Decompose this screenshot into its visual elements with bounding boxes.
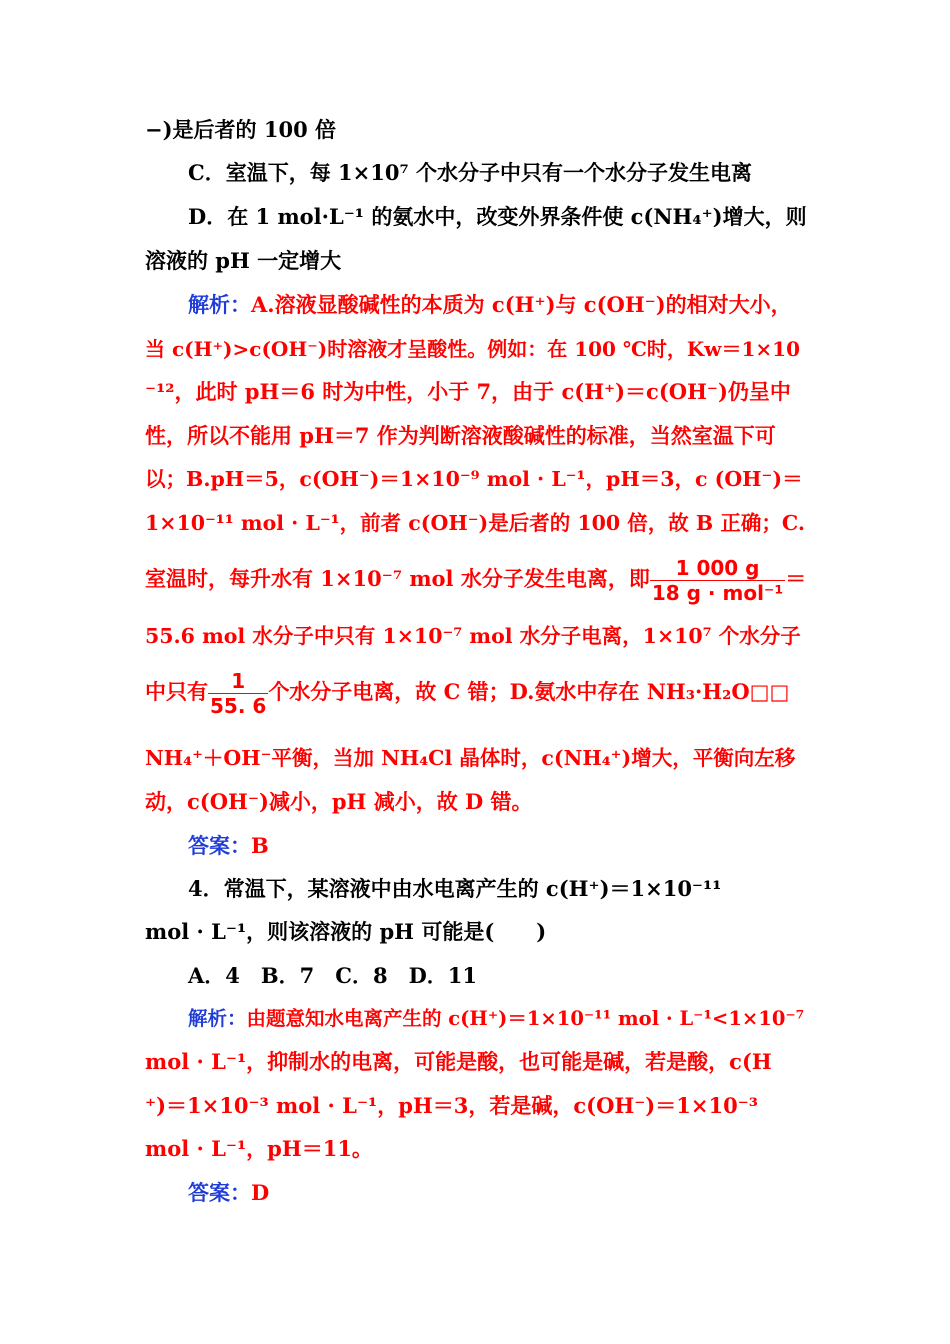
q3-option-c: C．室温下，每 1×10⁷ 个水分子中只有一个水分子发生电离 xyxy=(188,160,752,185)
q3-analysis-line-5: 以；B.pH＝5，c(OH⁻)＝1×10⁻⁹ mol · L⁻¹，pH＝3，c (OH⁻)＝ xyxy=(145,467,803,491)
analysis-text: 由题意知水电离产生的 c(H⁺)＝1×10⁻¹¹ mol · L⁻¹<1×10⁻⁷ xyxy=(246,1007,805,1030)
fraction-numerator: 1 xyxy=(208,669,268,694)
q4-answer xyxy=(188,1178,807,1208)
answer-label: 答案： xyxy=(188,1180,251,1205)
analysis-text: 室温时，每升水有 1×10⁻⁷ mol 水分子发生电离，即 xyxy=(145,566,650,591)
q3-analysis-line-7 xyxy=(145,553,807,605)
q3-option-d-line-1: D．在 1 mol·L⁻¹ 的氨水中，改变外界条件使 c(NH₄⁺)增大，则 xyxy=(188,204,807,229)
q3-analysis-line-9 xyxy=(145,664,807,720)
q3-text-line-1: −)是后者的 100 倍 xyxy=(145,117,336,142)
q3-analysis-line-1 xyxy=(188,290,807,320)
fraction-ratio xyxy=(208,669,268,718)
fraction-molar xyxy=(650,556,785,605)
answer-value: B xyxy=(251,833,269,858)
analysis-text: 个水分子电离，故 C 错；D.氨水中存在 NH₃·H₂O□□ xyxy=(268,679,790,704)
fraction-numerator: 1 000 g xyxy=(650,556,785,581)
q4-analysis-line-1 xyxy=(188,1004,807,1034)
q4-stem-line-1: 4．常温下，某溶液中由水电离产生的 c(H⁺)＝1×10⁻¹¹ xyxy=(188,876,722,901)
q3-analysis-line-10: NH₄⁺＋OH⁻平衡，当加 NH₄Cl 晶体时，c(NH₄⁺)增大，平衡向左移 xyxy=(145,746,796,770)
q4-stem-line-2: mol · L⁻¹，则该溶液的 pH 可能是( ) xyxy=(145,919,547,944)
analysis-text: A.溶液显酸碱性的本质为 c(H⁺)与 c(OH⁻)的相对大小， xyxy=(251,292,792,317)
fraction-denominator: 18 g · mol⁻¹ xyxy=(651,581,784,605)
analysis-text: 中只有 xyxy=(145,679,208,704)
q3-analysis-line-3: ⁻¹²，此时 pH＝6 时为中性，小于 7，由于 c(H⁺)＝c(OH⁻)仍呈中 xyxy=(145,379,791,404)
q3-analysis-line-11: 动，c(OH⁻)减小，pH 减小，故 D 错。 xyxy=(145,789,533,814)
answer-value: D xyxy=(251,1180,270,1205)
q4-options: A．4 B．7 C．8 D．11 xyxy=(188,963,478,988)
q4-analysis-line-3: ⁺)＝1×10⁻³ mol · L⁻¹，pH＝3，若是碱，c(OH⁻)＝1×10⁻³ xyxy=(145,1093,758,1118)
q3-analysis-line-8: 55.6 mol 水分子中只有 1×10⁻⁷ mol 水分子电离，1×10⁷ 个水分子 xyxy=(145,624,801,648)
fraction-denominator: 55. 6 xyxy=(210,694,267,718)
q3-analysis-line-4: 性，所以不能用 pH＝7 作为判断溶液酸碱性的标准，当然室温下可 xyxy=(145,423,776,448)
analysis-label: 解析： xyxy=(188,1007,247,1030)
q4-analysis-line-4: mol · L⁻¹，pH＝11。 xyxy=(145,1136,373,1161)
analysis-label: 解析： xyxy=(188,292,251,317)
q3-option-d-line-2: 溶液的 pH 一定增大 xyxy=(145,248,342,273)
q4-analysis-line-2: mol · L⁻¹，抑制水的电离，可能是酸，也可能是碱，若是酸，c(H xyxy=(145,1049,772,1074)
q3-analysis-line-6: 1×10⁻¹¹ mol · L⁻¹，前者 c(OH⁻)是后者的 100 倍，故 B 正确；C. xyxy=(145,511,805,535)
answer-label: 答案： xyxy=(188,833,251,858)
q3-analysis-line-2: 当 c(H⁺)>c(OH⁻)时溶液才呈酸性。例如：在 100 ℃时，Kw＝1×10 xyxy=(145,337,800,361)
analysis-text: ＝ xyxy=(785,566,807,591)
q3-answer xyxy=(188,831,807,861)
